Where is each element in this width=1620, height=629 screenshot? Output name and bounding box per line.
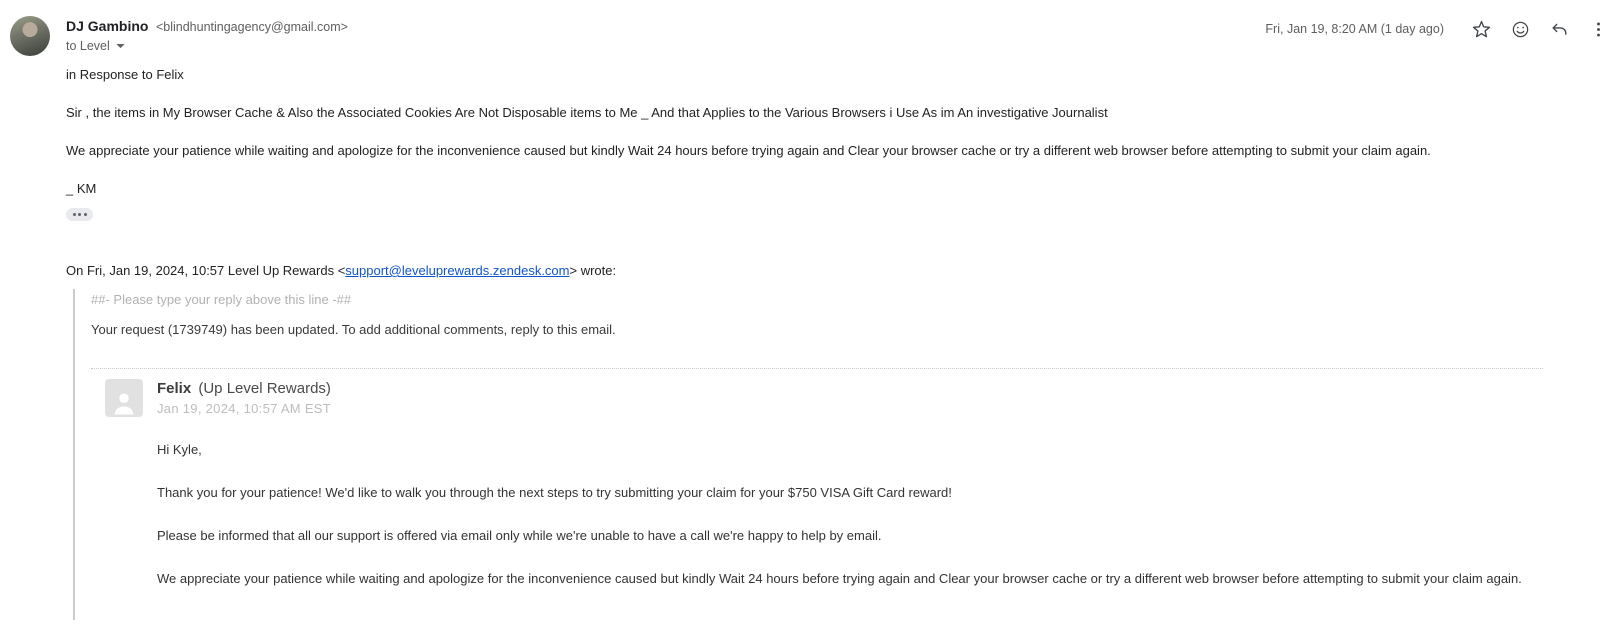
agent-meta (157, 379, 331, 416)
attribution-prefix: On Fri, Jan 19, 2024, 10:57 Level Up Rewards < (66, 263, 346, 278)
message-paragraph: Sir , the items in My Browser Cache & Also the Associated Cookies Are Not Disposable items to Me _ And that Applies to the Various Browsers i Use As im An investigative Journalist (66, 105, 1108, 120)
header-actions (1265, 19, 1608, 39)
message-paragraph: We appreciate your patience while waiting and apologize for the inconvenience caused but kindly Wait 24 hours before trying again and Clear your browser cache or try a different web browser before attempting to submit your claim again. (66, 143, 1431, 158)
agent-header (105, 379, 1543, 417)
agent-avatar (105, 379, 143, 417)
recipient-label: to Level (66, 39, 110, 53)
message-intro: in Response to Felix (66, 67, 184, 82)
reply-icon[interactable] (1549, 19, 1569, 39)
support-email-link[interactable]: support@leveluprewards.zendesk.com (345, 263, 570, 278)
reply-above-line-marker: ##- Please type your reply above this line -## (91, 292, 352, 307)
star-icon[interactable] (1471, 19, 1491, 39)
recipient-dropdown[interactable] (66, 39, 126, 53)
sender-email: <blindhuntingagency@gmail.com> (155, 20, 348, 34)
agent-name: Felix (157, 380, 192, 397)
attribution-suffix: > wrote: (569, 263, 617, 278)
dotted-separator (91, 368, 1543, 369)
show-trimmed-content-button[interactable] (66, 208, 93, 221)
agent-message-body (157, 439, 1543, 590)
more-options-icon[interactable] (1588, 19, 1608, 39)
chevron-down-icon (116, 41, 126, 51)
agent-org: (Up Level Rewards) (198, 380, 331, 397)
message-body (66, 67, 1543, 620)
agent-paragraph: Thank you for your patience! We'd like to walk you through the next steps to try submitting your claim for your $750 VISA Gift Card reward! (157, 485, 952, 500)
request-update-line: Your request (1739749) has been updated. To add additional comments, reply to this email. (91, 322, 616, 337)
agent-paragraph: Please be informed that all our support is offered via email only while we're unable to have a call we're happy to help by email. (157, 528, 882, 543)
sender-name: DJ Gambino (66, 18, 149, 34)
sender-avatar[interactable] (10, 16, 50, 56)
quote-attribution (66, 263, 1543, 278)
message-timestamp: Fri, Jan 19, 8:20 AM (1 day ago) (1265, 22, 1444, 36)
agent-name-line (157, 379, 331, 398)
header-main (66, 16, 1265, 53)
ellipsis-icon (73, 213, 76, 216)
emoji-icon[interactable] (1510, 19, 1530, 39)
agent-greeting: Hi Kyle, (157, 442, 202, 457)
quoted-message (73, 289, 1543, 620)
email-header (0, 0, 1620, 56)
message-signature: _ KM (66, 181, 97, 196)
agent-timestamp: Jan 19, 2024, 10:57 AM EST (157, 401, 332, 416)
sender-line (66, 18, 1265, 36)
agent-paragraph: We appreciate your patience while waiting and apologize for the inconvenience caused but kindly Wait 24 hours before trying again and Clear your browser cache or try a different web browser before attempting to submit your claim again. (157, 571, 1522, 586)
person-silhouette-icon (109, 387, 139, 417)
